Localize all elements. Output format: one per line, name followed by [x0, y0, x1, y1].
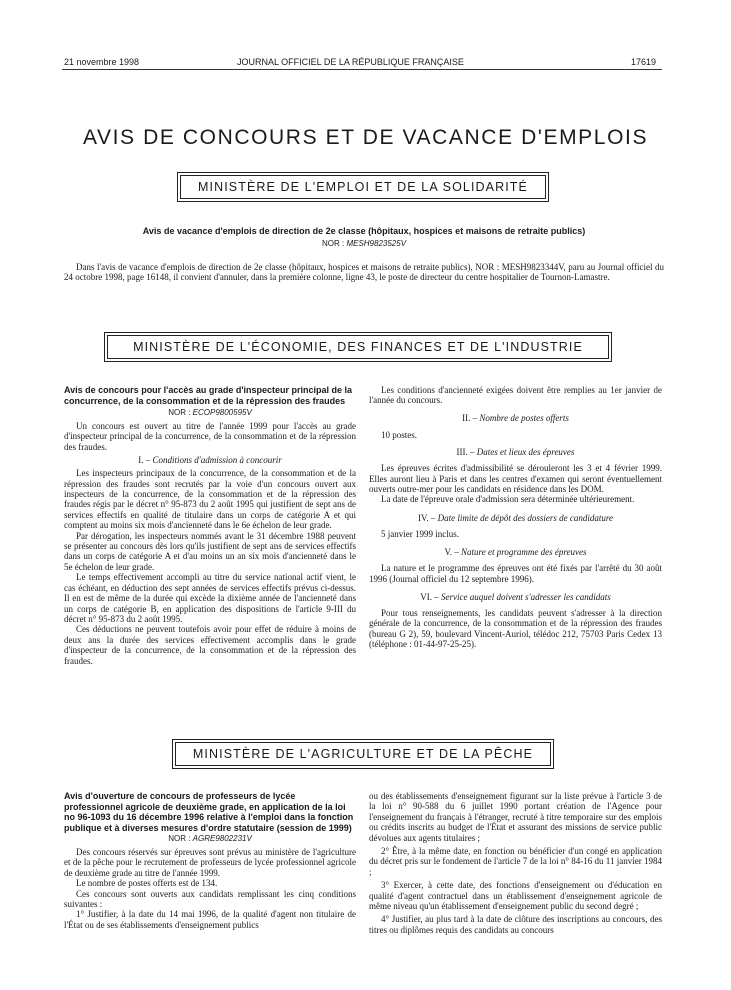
paragraph: La nature et le programme des épreuves ont été fixés par l'arrêté du 30 août 1996 (Journal officiel du 12 septembre 1996). [369, 563, 662, 584]
paragraph: Les épreuves écrites d'admissibilité se dérouleront les 3 et 4 février 1999. Elles auront lieu à Paris et dans les centres d'examen qui seront éventuellement ouverts outre-mer pour les candidats en résidence dans les DOM. [369, 463, 662, 495]
section-title: Conditions d'admission à concourir [152, 455, 282, 466]
nor-label: NOR : [321, 239, 345, 248]
paragraph: Des concours réservés sur épreuves sont prévus au ministère de l'agriculture et de la pêche pour le recrutement de professeurs de lycée professionnel agricole de deuxième grade au titre de l'année 1999. [64, 847, 356, 878]
ministry-2-heading: MINISTÈRE DE L'ÉCONOMIE, DES FINANCES ET DE L'INDUSTRIE [107, 335, 609, 359]
header-page-number: 17619 [631, 57, 657, 67]
paragraph: Les inspecteurs principaux de la concurrence, de la consommation et de la répression des fraudes sont recrutés par la voie d'un concours ouvert aux inspecteurs de la concurrence, de la consommation et de la répression des fraudes régis par le décret n° 95-873 du 2 août 1995 qui justifient de sept ans de services effectifs en qualité de titulaire dans un corps de catégorie A et qui comptent au moins six mois d'ancienneté dans le 6e échelon de leur grade. [64, 468, 356, 531]
section-number: III. – [456, 447, 475, 458]
paragraph: Le nombre de postes offerts est de 134. [76, 878, 218, 889]
paragraph: Par dérogation, les inspecteurs nommés avant le 31 décembre 1988 peuvent se présenter au concours dès lors qu'ils justifient de sept ans de services effectifs dans un corps de catégorie A et d'au moins un an six mois d'ancienneté dans le 5e échelon de leur grade. [64, 530, 356, 572]
paragraph: Le temps effectivement accompli au titre du service national actif vient, le cas échéant, en déduction des sept années de services effectifs prévus ci-dessus. Il en est de même de la durée qui excède la dixième année de l'ancienneté dans un corps de catégorie B, en application des dispositions de l'article 9-III du décret n° 95-873 du 2 août 1995. [64, 572, 356, 624]
section-number: V. – [444, 547, 459, 558]
paragraph: Les conditions d'ancienneté exigées doivent être remplies au 1er janvier de l'année du concours. [369, 385, 662, 406]
paragraph: 1° Justifier, à la date du 14 mai 1996, de la qualité d'agent non titulaire de l'État ou de ses établissements d'enseignement publics [64, 909, 356, 930]
section-heading-1 [64, 455, 356, 466]
section-heading-4 [369, 513, 662, 524]
ministry-3-right-column [369, 791, 662, 935]
section-title: Date limite de dépôt des dossiers de candidature [437, 512, 613, 523]
ministry-1-body [64, 262, 664, 283]
ministry-2-nor [64, 408, 356, 417]
page-title: AVIS DE CONCOURS ET DE VACANCE D'EMPLOIS [82, 126, 649, 149]
nor-label: NOR : [168, 834, 191, 843]
ministry-2-right-column [369, 385, 662, 650]
ministry-1-body-text: Dans l'avis de vacance d'emplois de direction de 2e classe (hôpitaux, hospices et maisons de retraite publics), NOR : MESH9823344V, paru au Journal officiel du 24 octobre 1998, page 16148, il convient d'annuler, dans la première colonne, ligne 43, le poste de directeur du centre hospitalier de Tournon-Lamastre. [64, 262, 664, 283]
section-heading-6 [369, 592, 662, 603]
ministry-1-nor [64, 239, 664, 248]
ministry-2-left-column [64, 385, 356, 666]
ministry-2-notice-title: Avis de concours pour l'accès au grade d'inspecteur principal de la concurrence, de la consommation et de la répression des fraudes [64, 385, 353, 406]
section-number: VI. – [420, 592, 439, 603]
ministry-1-heading: MINISTÈRE DE L'EMPLOI ET DE LA SOLIDARITÉ [180, 175, 546, 199]
section-title: Nature et programme des épreuves [461, 547, 587, 558]
paragraph: 3° Exercer, à cette date, des fonctions d'enseignement ou d'éducation en qualité d'agent contractuel dans un établissement d'enseignement agricole de même niveau qu'un établissement d'enseignement public du second degré ; [369, 880, 662, 912]
section-title: Nombre de postes offerts [479, 412, 569, 423]
section-number: I. – [138, 455, 151, 466]
paragraph: 10 postes. [381, 429, 417, 440]
paragraph: La date de l'épreuve orale d'admission sera déterminée ultérieurement. [381, 494, 635, 505]
paragraph: Pour tous renseignements, les candidats peuvent s'adresser à la direction générale de la concurrence, de la consommation et de la répression des fraudes (bureau G 2), 59, boulevard Vincent-Auriol, télédoc 212, 75703 Paris Cedex 13 (téléphone : 01-44-97-25-25). [369, 608, 662, 650]
ministry-3-left-column [64, 791, 356, 930]
paragraph: Un concours est ouvert au titre de l'année 1999 pour l'accès au grade d'inspecteur principal de la concurrence, de la consommation et de la répression des fraudes. [64, 421, 356, 452]
ministry-3-nor [64, 834, 356, 843]
paragraph: ou des établissements d'enseignement figurant sur la liste prévue à l'article 3 de la loi n° 90-588 du 6 juillet 1990 portant création de l'Agence pour l'enseignement du français à l'étranger, recruté à titre temporaire sur des emplois ou crédits inscrits au budget de l'État et assurant des missions de service public dévolues aux agents titulaires ; [369, 791, 662, 843]
ministry-3-notice-title: Avis d'ouverture de concours de professeurs de lycée professionnel agricole de deuxième grade, en application de la loi no 96-1093 du 16 décembre 1996 relative à l'emploi dans la fonction publique et à diverses mesures d'ordre statutaire (session de 1999) [64, 791, 354, 833]
section-title: Service auquel doivent s'adresser les candidats [440, 592, 611, 603]
section-heading-2 [369, 413, 662, 424]
paragraph: Ces concours sont ouverts aux candidats remplissant les cinq conditions suivantes : [64, 888, 356, 910]
nor-code: ECOP9800595V [192, 408, 252, 417]
paragraph: Ces déductions ne peuvent toutefois avoir pour effet de réduire à moins de deux ans la durée des services effectivement accomplis dans le grade d'inspecteur de la concurrence, de la consommation et de la répression des fraudes. [64, 624, 356, 666]
nor-code: MESH9823525V [346, 239, 407, 248]
section-heading-3 [369, 447, 662, 458]
paragraph: 5 janvier 1999 inclus. [381, 528, 459, 539]
paragraph: 4° Justifier, au plus tard à la date de clôture des inscriptions au concours, des titres ou diplômes requis des candidats au concours [369, 914, 662, 935]
section-title: Dates et lieux des épreuves [476, 447, 575, 458]
paragraph: 2° Être, à la même date, en fonction ou bénéficier d'un congé en application du décret pris sur le fondement de l'article 7 de la loi n° 84-16 du 11 janvier 1984 ; [369, 846, 662, 877]
header-journal-title: JOURNAL OFFICIEL DE LA RÉPUBLIQUE FRANÇAISE [237, 57, 464, 67]
section-number: IV. – [418, 512, 436, 523]
header-rule [62, 69, 662, 70]
header-date: 21 novembre 1998 [64, 57, 140, 67]
section-number: II. – [462, 412, 478, 423]
section-heading-5 [369, 547, 662, 558]
ministry-1-notice-title: Avis de vacance d'emplois de direction de 2e classe (hôpitaux, hospices et maisons de retraite publics) [142, 226, 586, 236]
ministry-3-heading: MINISTÈRE DE L'AGRICULTURE ET DE LA PÊCHE [175, 742, 551, 766]
nor-code: AGRE9802231V [192, 834, 252, 843]
nor-label: NOR : [168, 408, 191, 417]
